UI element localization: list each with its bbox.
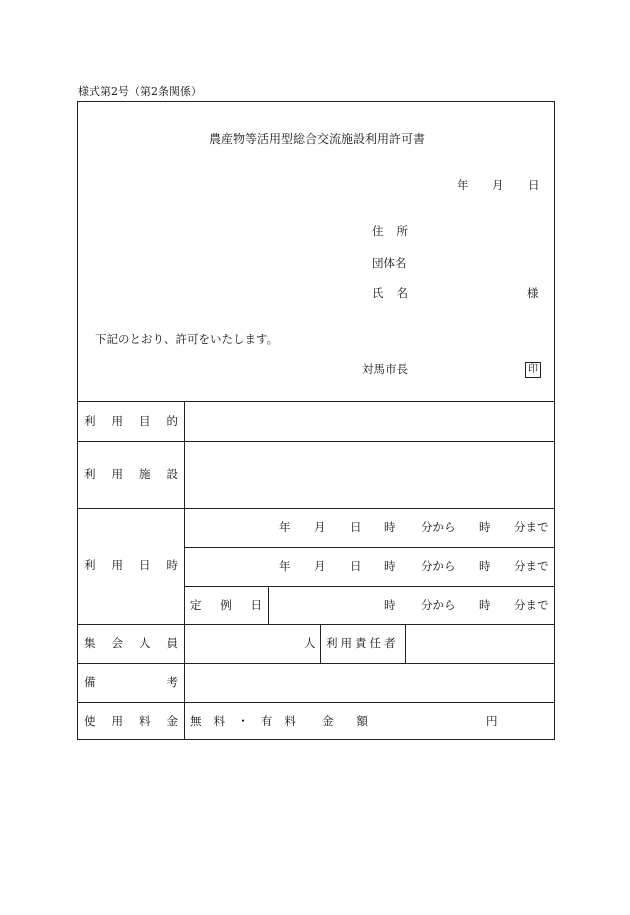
fee-amount-label: 金 額	[322, 714, 368, 728]
regular-day-label: 定 例 日	[190, 598, 262, 612]
dt1-until: 分まで	[514, 520, 549, 534]
dt2-hour-to: 時	[479, 559, 491, 573]
row-label-remarks: 備 考	[84, 675, 178, 689]
row-label-attendees: 集 会 人 員	[84, 636, 178, 650]
divider-datetime-2	[184, 586, 555, 587]
dt3-hour: 時	[384, 598, 396, 612]
attendees-divider-left	[320, 624, 321, 663]
date-month-label: 月	[492, 178, 504, 192]
dt1-hour-to: 時	[479, 520, 491, 534]
row-label-datetime: 利 用 日 時	[84, 558, 178, 572]
dt3-hour-to: 時	[479, 598, 491, 612]
divider-datetime-1	[184, 547, 555, 548]
divider-header	[77, 401, 555, 402]
seal-mark: 印	[525, 362, 541, 378]
dt3-until: 分まで	[514, 598, 549, 612]
dt2-hour: 時	[384, 559, 396, 573]
dt1-from: 分から	[421, 520, 456, 534]
document-title: 農産物等活用型総合交流施設利用許可書	[209, 132, 426, 146]
label-column-divider	[184, 401, 185, 740]
divider-attendees	[77, 663, 555, 664]
responsible-person-label: 利用責任者	[326, 636, 399, 650]
address-label: 住 所	[372, 224, 408, 238]
people-unit-label: 人	[304, 636, 316, 650]
divider-purpose	[77, 441, 555, 442]
row-label-fee: 使 用 料 金	[84, 714, 178, 728]
dt1-day: 日	[350, 520, 362, 534]
dt1-hour: 時	[384, 520, 396, 534]
dt3-from: 分から	[421, 598, 456, 612]
dt2-year: 年	[279, 559, 291, 573]
date-day-label: 日	[528, 178, 540, 192]
yen-label: 円	[486, 714, 498, 728]
permission-statement: 下記のとおり、許可をいたします。	[95, 332, 279, 346]
row-label-facility: 利 用 施 設	[84, 467, 178, 481]
dt2-from: 分から	[421, 559, 456, 573]
row-label-purpose: 利 用 目 的	[84, 414, 178, 428]
dt2-month: 月	[314, 559, 326, 573]
dt1-year: 年	[279, 520, 291, 534]
regular-day-divider	[268, 586, 269, 624]
divider-remarks	[77, 702, 555, 703]
divider-datetime	[77, 624, 555, 625]
dt1-month: 月	[314, 520, 326, 534]
fee-options: 無 料 ・ 有 料	[190, 714, 296, 728]
divider-facility	[77, 508, 555, 509]
name-label: 氏 名	[372, 286, 408, 300]
dt2-day: 日	[350, 559, 362, 573]
honorific-label: 様	[527, 286, 539, 300]
organization-label: 団体名	[372, 256, 407, 270]
attendees-divider-right	[405, 624, 406, 663]
form-number-label: 様式第2号（第2条関係）	[78, 85, 202, 98]
dt2-until: 分まで	[514, 559, 549, 573]
issuer-label: 対馬市長	[362, 362, 408, 376]
date-year-label: 年	[457, 178, 469, 192]
